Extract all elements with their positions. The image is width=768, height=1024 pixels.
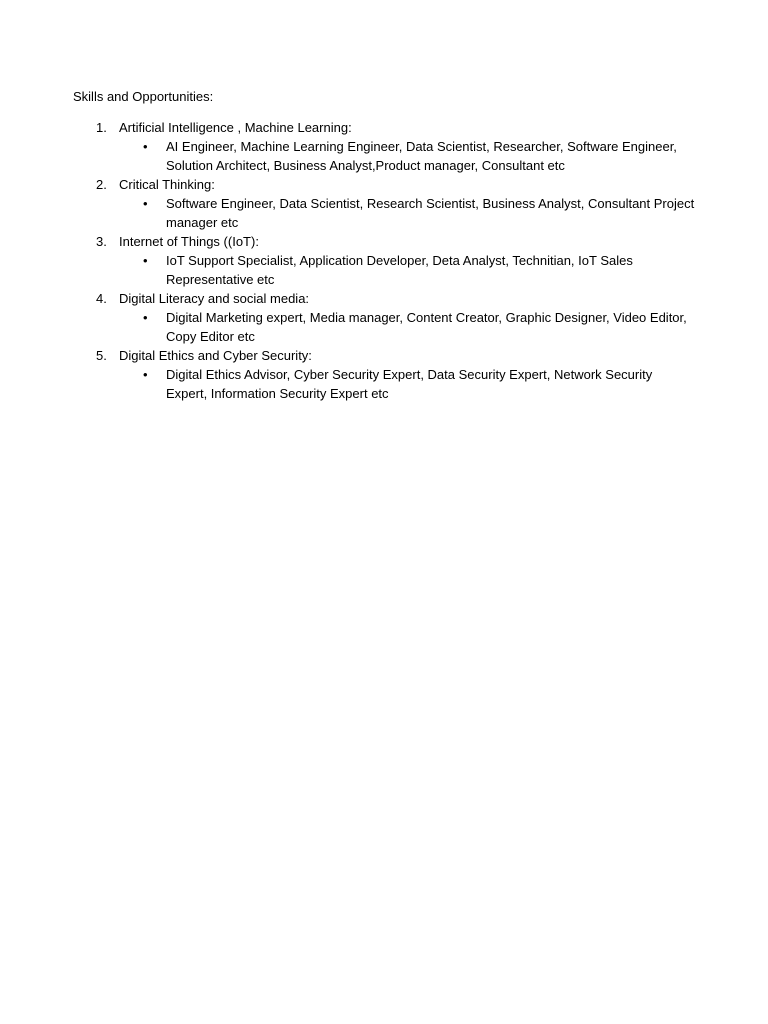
sub-list-item bbox=[0, 137, 768, 175]
item-label: Artificial Intelligence , Machine Learning: bbox=[119, 120, 352, 135]
list-item bbox=[0, 118, 768, 175]
bullet-icon: • bbox=[143, 196, 148, 211]
sub-item-text: AI Engineer, Machine Learning Engineer, Data Scientist, Researcher, Software Engineer, Solution Architect, Business Analyst,Product manager, Consultant etc bbox=[166, 139, 677, 173]
list-item bbox=[0, 175, 768, 232]
sub-list-item bbox=[0, 194, 768, 232]
list-item bbox=[0, 289, 768, 346]
sub-item-text: Digital Marketing expert, Media manager, Content Creator, Graphic Designer, Video Editor, Copy Editor etc bbox=[166, 310, 687, 344]
document-heading: Skills and Opportunities: bbox=[73, 89, 214, 104]
list-item bbox=[0, 232, 768, 289]
item-number: 4. bbox=[96, 291, 107, 306]
item-number: 3. bbox=[96, 234, 107, 249]
bullet-icon: • bbox=[143, 253, 148, 268]
item-label: Internet of Things ((IoT): bbox=[119, 234, 259, 249]
sub-list-item bbox=[0, 308, 768, 346]
sub-item-text: Software Engineer, Data Scientist, Research Scientist, Business Analyst, Consultant Project manager etc bbox=[166, 196, 695, 230]
sub-list-item bbox=[0, 365, 768, 403]
item-label: Digital Literacy and social media: bbox=[119, 291, 310, 306]
item-number: 1. bbox=[96, 120, 107, 135]
item-number: 5. bbox=[96, 348, 107, 363]
bullet-icon: • bbox=[143, 310, 148, 325]
sub-list-item bbox=[0, 251, 768, 289]
item-number: 2. bbox=[96, 177, 107, 192]
skills-list bbox=[0, 118, 768, 403]
item-label: Critical Thinking: bbox=[119, 177, 215, 192]
sub-item-text: IoT Support Specialist, Application Developer, Deta Analyst, Technitian, IoT Sales Representative etc bbox=[166, 253, 633, 287]
bullet-icon: • bbox=[143, 139, 148, 154]
list-item bbox=[0, 346, 768, 403]
sub-item-text: Digital Ethics Advisor, Cyber Security Expert, Data Security Expert, Network Security Expert, Information Security Expert etc bbox=[166, 367, 653, 401]
bullet-icon: • bbox=[143, 367, 148, 382]
item-label: Digital Ethics and Cyber Security: bbox=[119, 348, 312, 363]
